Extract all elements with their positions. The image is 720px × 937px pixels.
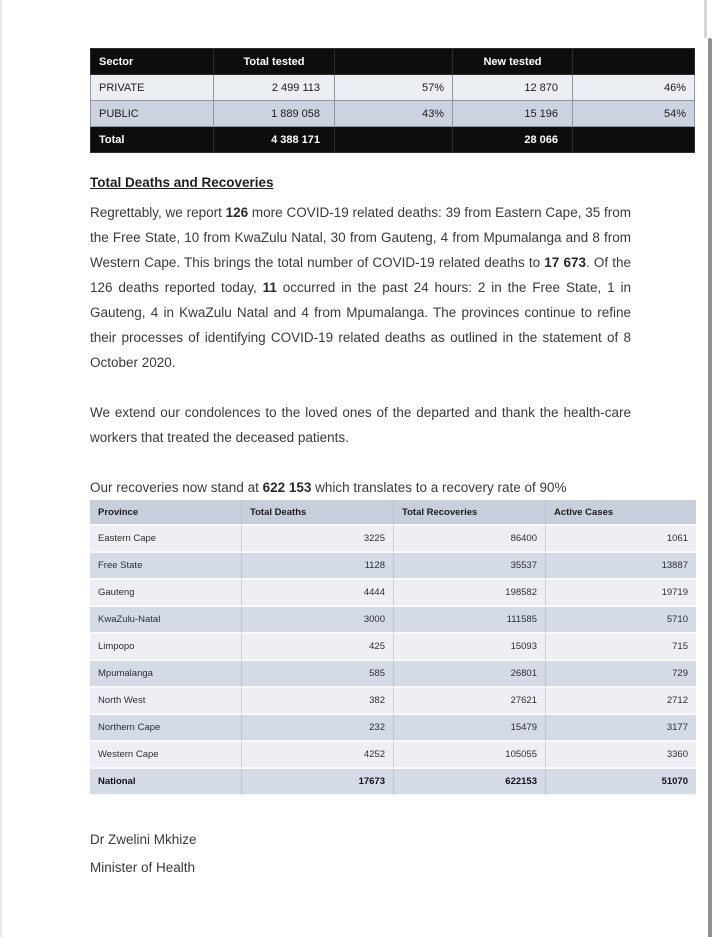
column-header: New tested [453, 49, 573, 75]
paragraph [90, 200, 631, 375]
table-cell: 19719 [546, 580, 696, 607]
column-header: Total Deaths [242, 500, 394, 526]
table-cell: PRIVATE [91, 75, 214, 101]
table-row [90, 607, 696, 634]
table-row [90, 661, 696, 688]
table-cell: 3177 [546, 715, 696, 742]
table-cell: 232 [242, 715, 394, 742]
table-cell: 46% [573, 75, 695, 101]
table-cell: 715 [546, 634, 696, 661]
column-header: Total tested [214, 49, 335, 75]
table-cell [335, 127, 453, 153]
table-cell: 585 [242, 661, 394, 688]
table-cell: 15 196 [453, 101, 573, 127]
table-cell: 5710 [546, 607, 696, 634]
column-header [573, 49, 695, 75]
table-cell: KwaZulu-Natal [90, 607, 242, 634]
table-row [90, 688, 696, 715]
table-cell: 382 [242, 688, 394, 715]
table-cell: 4 388 171 [214, 127, 335, 153]
table-cell: 27621 [394, 688, 546, 715]
table-cell: 729 [546, 661, 696, 688]
table-cell: 57% [335, 75, 453, 101]
table-cell: 3225 [242, 526, 394, 553]
bold-figure: 126 [225, 205, 249, 220]
table-cell [573, 127, 695, 153]
table-cell: 26801 [394, 661, 546, 688]
text-segment: which translates to a recovery rate of 90% [311, 480, 567, 495]
bold-figure: 622 153 [262, 480, 312, 495]
table-cell: 198582 [394, 580, 546, 607]
column-header: Active Cases [546, 500, 696, 526]
table-cell: 4444 [242, 580, 394, 607]
table-cell: Eastern Cape [90, 526, 242, 553]
column-header: Sector [91, 49, 214, 75]
table-cell: 35537 [394, 553, 546, 580]
table-cell: 111585 [394, 607, 546, 634]
table-cell: 17673 [242, 769, 394, 796]
document-content [90, 0, 688, 882]
bold-figure: 11 [262, 280, 277, 295]
table-cell: 15093 [394, 634, 546, 661]
table-cell: 43% [335, 101, 453, 127]
text-segment: . Of the 126 deaths reported today, [90, 255, 631, 295]
table-row [91, 127, 695, 153]
signature-title: Minister of Health [90, 860, 196, 875]
table-cell: Northern Cape [90, 715, 242, 742]
table-cell: 1 889 058 [214, 101, 335, 127]
table-row [91, 101, 695, 127]
column-header: Province [90, 500, 242, 526]
bold-figure: 17 673 [544, 255, 586, 270]
table-row [90, 526, 696, 553]
table-row [91, 75, 695, 101]
table-cell: 105055 [394, 742, 546, 769]
paragraph [90, 475, 631, 500]
table-cell: 51070 [546, 769, 696, 796]
table-row [90, 634, 696, 661]
table-cell: 2712 [546, 688, 696, 715]
page-edge-left [0, 0, 2, 937]
paragraph [90, 400, 631, 450]
table-cell: Mpumalanga [90, 661, 242, 688]
table-row [90, 715, 696, 742]
testing-table [90, 48, 695, 153]
table-cell: Gauteng [90, 580, 242, 607]
table-cell: Limpopo [90, 634, 242, 661]
table-cell: 622153 [394, 769, 546, 796]
section-heading: Total Deaths and Recoveries [90, 175, 274, 190]
table-cell: PUBLIC [91, 101, 214, 127]
text-segment: We extend our condolences to the loved ones of the departed and thank the health-care workers that treated the deceased patients. [90, 405, 631, 445]
text-segment: more COVID-19 related deaths: 39 from Eastern Cape, 35 from the Free State, 10 from KwaZulu Natal, 30 from Gauteng, 4 from Mpumalanga and 8 from Western Cape. This brings the total number of COVID-19 related deaths to [90, 205, 631, 270]
table-cell: 13887 [546, 553, 696, 580]
table-row [90, 580, 696, 607]
table-cell: 3360 [546, 742, 696, 769]
table-header-row [90, 500, 696, 526]
table-cell: 15479 [394, 715, 546, 742]
signature-block [90, 826, 631, 882]
table-cell: Total [91, 127, 214, 153]
table-cell: 1128 [242, 553, 394, 580]
body-paragraphs [90, 200, 631, 500]
table-header-row [91, 49, 695, 75]
table-cell: 54% [573, 101, 695, 127]
table-cell: Western Cape [90, 742, 242, 769]
table-row [90, 769, 696, 796]
table-row [90, 742, 696, 769]
table-cell: 4252 [242, 742, 394, 769]
page-edge-right [708, 38, 712, 937]
table-cell: 2 499 113 [214, 75, 335, 101]
table-cell: 12 870 [453, 75, 573, 101]
table-cell: 425 [242, 634, 394, 661]
provinces-table [90, 500, 696, 796]
table-cell: 86400 [394, 526, 546, 553]
table-cell: 1061 [546, 526, 696, 553]
table-cell: North West [90, 688, 242, 715]
table-cell: National [90, 769, 242, 796]
column-header [335, 49, 453, 75]
page-edge-right-top [704, 0, 707, 38]
column-header: Total Recoveries [394, 500, 546, 526]
table-cell: Free State [90, 553, 242, 580]
table-cell: 3000 [242, 607, 394, 634]
text-segment: occurred in the past 24 hours: 2 in the Free State, 1 in Gauteng, 4 in KwaZulu Natal and 4 from Mpumalanga. The provinces continue to refine their processes of identifying COVID-19 related deaths as outlined in the statement of 8 October 2020. [90, 280, 631, 370]
signature-name: Dr Zwelini Mkhize [90, 832, 197, 847]
text-segment: Regrettably, we report [90, 205, 226, 220]
table-cell: 28 066 [453, 127, 573, 153]
text-segment: Our recoveries now stand at [90, 480, 263, 495]
table-row [90, 553, 696, 580]
